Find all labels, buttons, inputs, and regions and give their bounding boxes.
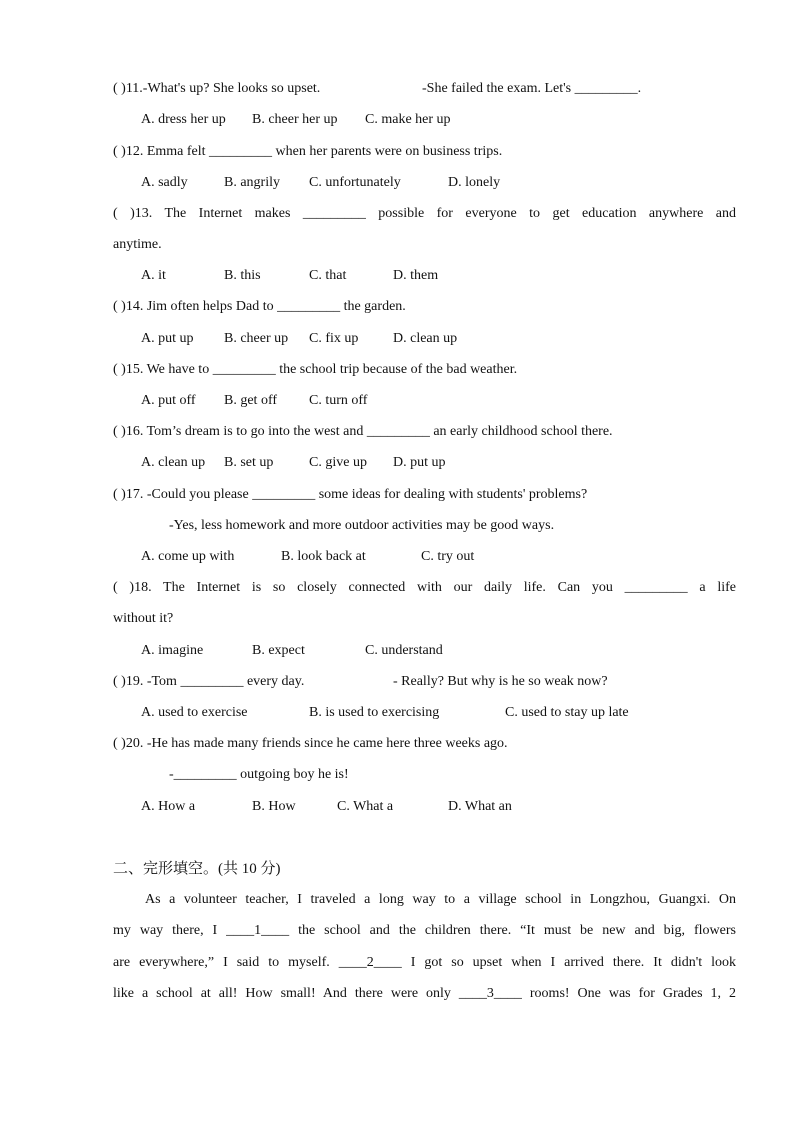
question-15-option-c: C. turn off [309,393,368,408]
question-11-stem: ( )11.-What's up? She looks so upset. [113,81,321,96]
question-19-reply: - Really? But why is he so weak now? [393,674,608,689]
question-11-option-b: B. cheer her up [252,112,338,127]
question-20-stem: ( )20. -He has made many friends since he came here three weeks ago. [113,736,508,751]
section-points: (共 10 分) [218,861,281,877]
passage-line-2: my way there, I ____1____ the school and the children there. “It must be new and big, flowers [113,923,736,938]
question-13-option-c: C. that [309,268,347,283]
question-16-option-b: B. set up [224,455,274,470]
question-16-option-a: A. clean up [141,455,206,470]
question-17-stem: ( )17. -Could you please _________ some ideas for dealing with students' problems? [113,487,588,502]
question-13-option-d: D. them [393,268,439,283]
question-18-option-b: B. expect [252,643,305,658]
question-20-option-a: A. How a [141,799,196,814]
question-15-option-b: B. get off [224,393,278,408]
passage-line-1: As a volunteer teacher, I traveled a long way to a village school in Longzhou, Guangxi. On [145,892,736,907]
question-13-stem-continued: anytime. [113,237,162,252]
question-14-option-d: D. clean up [393,331,458,346]
question-17-option-b: B. look back at [281,549,366,564]
question-13-option-b: B. this [224,268,261,283]
question-12-option-c: C. unfortunately [309,175,401,190]
question-13-stem: ( )13. The Internet makes _________ possible for everyone to get education anywhere and [113,206,736,221]
section-heading [113,859,281,878]
question-14-option-b: B. cheer up [224,331,289,346]
passage-line-4: like a school at all! How small! And there were only ____3____ rooms! One was for Grades 1, 2 [113,986,736,1001]
question-12-stem: ( )12. Emma felt _________ when her parents were on business trips. [113,144,503,159]
question-14-option-c: C. fix up [309,331,359,346]
question-12-option-a: A. sadly [141,175,188,190]
question-16-option-c: C. give up [309,455,367,470]
question-18-stem: ( )18. The Internet is so closely connected with our daily life. Can you _________ a life [113,580,736,595]
question-17-reply: -Yes, less homework and more outdoor activities may be good ways. [169,518,555,533]
question-20-reply: -_________ outgoing boy he is! [169,767,349,782]
question-16-option-d: D. put up [393,455,446,470]
question-15-option-a: A. put off [141,393,196,408]
question-19-option-a: A. used to exercise [141,705,248,720]
question-12-option-d: D. lonely [448,175,501,190]
question-11-option-a: A. dress her up [141,112,226,127]
question-18-option-a: A. imagine [141,643,204,658]
question-16-stem: ( )16. Tom’s dream is to go into the west and _________ an early childhood school there. [113,424,613,439]
question-11-option-c: C. make her up [365,112,451,127]
question-11-reply: -She failed the exam. Let's _________. [422,81,642,96]
section-title: 二、完形填空。 [113,859,219,877]
question-17-option-a: A. come up with [141,549,235,564]
question-17-option-c: C. try out [421,549,475,564]
question-14-stem: ( )14. Jim often helps Dad to _________ the garden. [113,299,406,314]
question-20-option-d: D. What an [448,799,512,814]
question-12-option-b: B. angrily [224,175,280,190]
question-19-option-c: C. used to stay up late [505,705,629,720]
question-19-stem: ( )19. -Tom _________ every day. [113,674,305,689]
question-13-option-a: A. it [141,268,166,283]
question-18-stem-continued: without it? [113,611,174,626]
passage-line-3: are everywhere,” I said to myself. ____2____ I got so upset when I arrived there. It didn't look [113,955,736,970]
question-15-stem: ( )15. We have to _________ the school trip because of the bad weather. [113,362,518,377]
question-14-option-a: A. put up [141,331,194,346]
question-20-option-b: B. How [252,799,296,814]
question-18-option-c: C. understand [365,643,443,658]
question-19-option-b: B. is used to exercising [309,705,440,720]
question-20-option-c: C. What a [337,799,394,814]
